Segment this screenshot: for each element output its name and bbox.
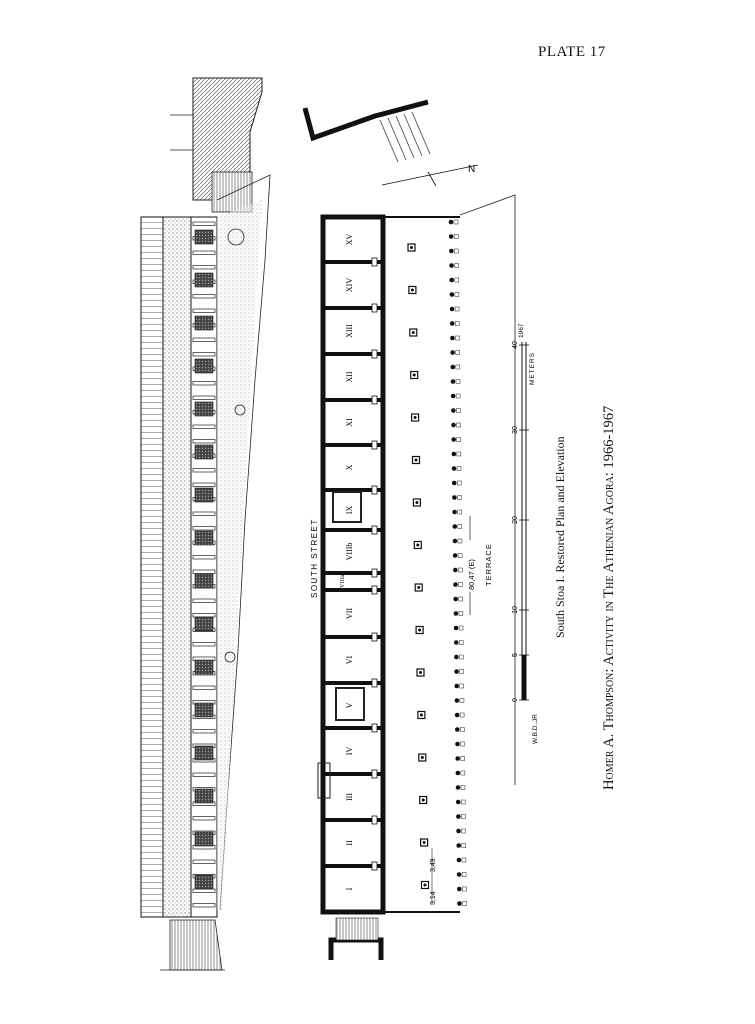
elevation-column xyxy=(193,266,215,270)
elevation-door xyxy=(195,531,213,545)
elevation-column xyxy=(193,599,215,603)
elevation-column xyxy=(193,527,215,531)
north-label: N xyxy=(468,164,476,175)
outer-colonnade xyxy=(449,220,467,906)
elevation-door xyxy=(195,402,213,416)
elevation-column xyxy=(193,251,215,255)
elevation-door xyxy=(195,359,213,373)
dimension-label-b: 3,49 xyxy=(430,858,437,872)
outer-column xyxy=(454,684,459,689)
outer-column xyxy=(452,510,457,515)
outer-column xyxy=(456,785,461,790)
room-labels xyxy=(340,234,354,891)
outer-column xyxy=(455,742,460,747)
plan-top-wall xyxy=(305,102,428,138)
scale-bar xyxy=(512,323,539,744)
room-label: IX xyxy=(345,505,354,515)
room-label: VI xyxy=(345,655,354,665)
outer-column xyxy=(454,640,459,645)
elevation-column xyxy=(193,396,215,400)
elevation-column xyxy=(193,469,215,473)
outer-column xyxy=(454,611,459,616)
elevation-door xyxy=(195,703,213,717)
outer-column xyxy=(455,727,460,732)
outer-column xyxy=(452,495,457,500)
outer-column xyxy=(456,829,461,834)
outer-column xyxy=(457,872,462,877)
elevation-door xyxy=(195,832,213,846)
room-label: XII xyxy=(345,371,354,383)
outer-column xyxy=(452,481,457,486)
room-label: X xyxy=(345,464,354,471)
outer-column xyxy=(456,843,461,848)
plan-bottom-wall xyxy=(331,940,381,960)
elevation-door xyxy=(195,445,213,459)
outer-column xyxy=(454,669,459,674)
room-partitions xyxy=(323,258,383,870)
outer-column xyxy=(453,597,458,602)
stoa-plan xyxy=(305,102,515,960)
outer-column xyxy=(449,234,454,239)
elevation-door xyxy=(195,746,213,760)
outer-column xyxy=(452,524,457,529)
terrace-label: TERRACE xyxy=(484,543,493,586)
outer-column xyxy=(453,539,458,544)
scale-year-label: 1967 xyxy=(518,323,525,338)
elevation-column xyxy=(193,295,215,299)
room-label: IV xyxy=(345,746,354,756)
room-label: XIV xyxy=(345,277,354,293)
outer-column xyxy=(451,423,456,428)
outer-column xyxy=(450,292,455,297)
room-label: V xyxy=(345,702,354,709)
elevation-column xyxy=(193,686,215,690)
dimension-label-a: 3,14 xyxy=(430,891,437,905)
outer-column xyxy=(455,698,460,703)
elevation-column xyxy=(193,353,215,357)
outer-column xyxy=(453,553,458,558)
outer-column xyxy=(456,800,461,805)
elevation-column xyxy=(193,483,215,487)
author-title-line: Homer A. Thompson: Activity in The Athenian Agora: 1966-1967 xyxy=(601,405,617,790)
plate-label: PLATE 17 xyxy=(538,44,606,60)
outer-column xyxy=(455,756,460,761)
room-label: III xyxy=(345,793,354,801)
elevation-door xyxy=(195,875,213,889)
elevation-bottom-end xyxy=(170,920,222,970)
room-label: XV xyxy=(345,233,354,246)
elevation-column xyxy=(193,512,215,516)
outer-column xyxy=(454,655,459,660)
scale-tick-label: 40 xyxy=(512,341,519,349)
north-arrow-icon xyxy=(382,164,478,186)
elevation-drawing xyxy=(141,78,270,970)
outer-column xyxy=(457,887,462,892)
outer-column xyxy=(449,278,454,283)
outer-column xyxy=(450,307,455,312)
elevation-door xyxy=(195,617,213,631)
scale-tick-label: 30 xyxy=(512,426,519,434)
elevation-column xyxy=(193,309,215,313)
outer-column xyxy=(450,336,455,341)
elevation-column xyxy=(193,440,215,444)
outer-column xyxy=(453,582,458,587)
outer-column xyxy=(451,394,456,399)
plan-room-block-wall xyxy=(323,217,383,912)
outer-column xyxy=(457,901,462,906)
outer-column xyxy=(450,321,455,326)
scale-tick-label: 10 xyxy=(512,606,519,614)
elevation-column xyxy=(193,425,215,429)
elevation-entablature xyxy=(163,217,191,917)
elevation-column xyxy=(193,643,215,647)
outer-column xyxy=(456,814,461,819)
outer-column xyxy=(452,452,457,457)
outer-column xyxy=(450,350,455,355)
elevation-column xyxy=(193,730,215,734)
elevation-column xyxy=(193,904,215,908)
elevation-door xyxy=(195,660,213,674)
elevation-door xyxy=(195,273,213,287)
elevation-column xyxy=(193,222,215,226)
outer-column xyxy=(449,263,454,268)
elevation-column xyxy=(193,889,215,893)
elevation-roof xyxy=(141,217,163,917)
room-label: VII xyxy=(345,607,354,620)
draftsman-credit: W.B.D.,JR xyxy=(532,714,539,744)
outer-column xyxy=(457,858,462,863)
room-label: VIIIa xyxy=(340,575,346,588)
outer-column xyxy=(451,408,456,413)
elevation-door xyxy=(195,230,213,244)
scale-tick-label: 0 xyxy=(512,698,519,702)
outer-column xyxy=(451,379,456,384)
elevation-door xyxy=(195,488,213,502)
elevation-door xyxy=(195,789,213,803)
terrace-line xyxy=(460,195,515,785)
outer-column xyxy=(454,626,459,631)
elevation-door xyxy=(195,316,213,330)
room-label: VIIIb xyxy=(345,542,354,561)
elevation-column xyxy=(193,556,215,560)
scale-unit-label: METERS xyxy=(529,351,536,385)
scale-tick-label: 20 xyxy=(512,516,519,524)
inner-colonnade xyxy=(408,244,429,889)
elevation-column xyxy=(193,773,215,777)
outer-column xyxy=(449,220,454,225)
plan-bottom-stair xyxy=(336,918,378,940)
level-label: 80,47 (E) xyxy=(467,559,476,590)
elevation-column xyxy=(193,614,215,618)
figure-caption: South Stoa I. Restored Plan and Elevation xyxy=(553,436,567,638)
room-label: XI xyxy=(345,418,354,427)
room-label: I xyxy=(345,887,354,891)
elevation-column xyxy=(193,382,215,386)
elevation-column xyxy=(193,860,215,864)
outer-column xyxy=(451,365,456,370)
outer-column xyxy=(451,437,456,442)
room-label: II xyxy=(345,840,354,846)
outer-column xyxy=(456,771,461,776)
outer-column xyxy=(452,466,457,471)
elevation-column xyxy=(193,817,215,821)
outer-column xyxy=(453,568,458,573)
outer-column xyxy=(455,713,460,718)
elevation-terrain-stipple xyxy=(217,200,262,910)
elevation-column xyxy=(193,570,215,574)
elevation-column xyxy=(193,338,215,342)
south-street-label: SOUTH STREET xyxy=(310,518,319,598)
scale-tick-label: 5 xyxy=(512,653,519,657)
outer-column xyxy=(449,249,454,254)
room-label: XIII xyxy=(345,324,354,338)
elevation-door xyxy=(195,574,213,588)
